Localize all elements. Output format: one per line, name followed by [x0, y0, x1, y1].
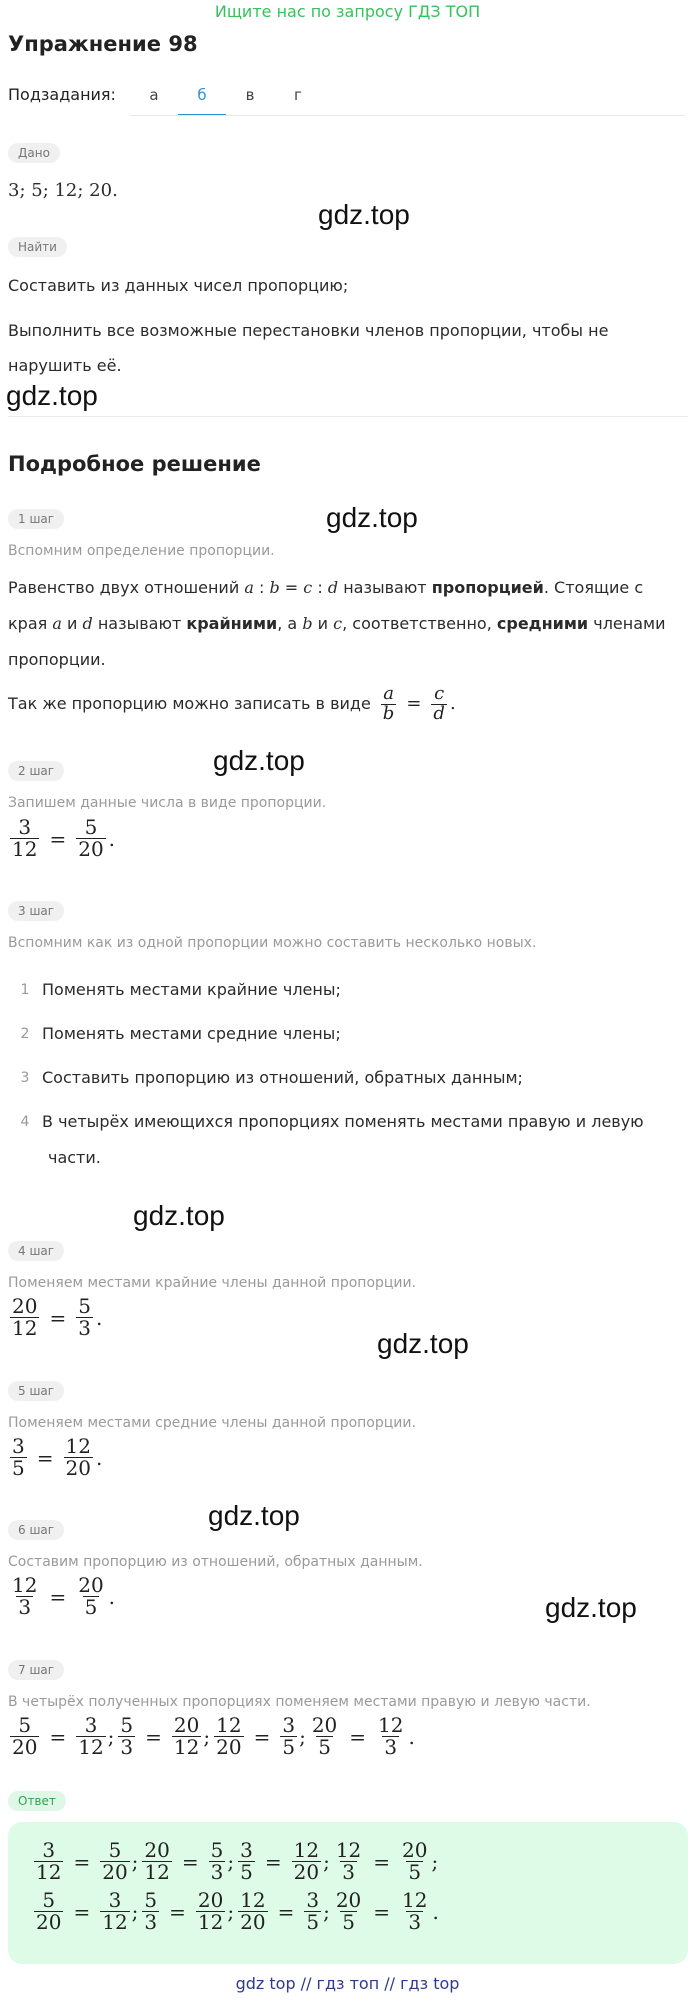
section-divider	[8, 416, 688, 417]
step-7-badge: 7 шаг	[8, 1660, 64, 1680]
step-1-badge: 1 шаг	[8, 509, 64, 529]
find-badge: Найти	[8, 237, 67, 257]
step-3-list	[8, 972, 688, 1176]
watermark: gdz.top	[213, 745, 305, 776]
step-6-proportion: $\frac{12}{3}$ = $\frac{20}{5}$ .	[12, 1573, 116, 1619]
watermark: gdz.top	[133, 1200, 225, 1231]
find-line-3: нарушить её.	[8, 356, 122, 375]
page-title: Упражнение 98	[8, 32, 198, 56]
step-5-intro: Поменяем местами средние члены данной пропорции.	[8, 1415, 416, 1431]
list-item: 1 Поменять местами крайние члены;	[20, 980, 341, 999]
watermark: gdz.top	[326, 502, 418, 533]
list-item-continuation: части.	[48, 1148, 101, 1167]
step-7-intro: В четырёх полученных пропорциях поменяем местами правую и левую части.	[8, 1694, 591, 1710]
given-badge: Дано	[8, 143, 60, 163]
answer-badge: Ответ	[8, 1791, 66, 1811]
answer-line-2: $\frac{5}{20}$ = $\frac{3}{12}$ ; $\frac{5}{3}$ = $\frac{20}{12}$ ; $\frac{12}{20}$ = $\frac{3}{5}$ ; $\frac{20}{5}$ = $\frac{12}{3}$ .	[36, 1888, 439, 1934]
promo-banner[interactable]: Ищите нас по запросу ГДЗ ТОП	[214, 2, 481, 21]
list-item: 4 В четырёх имеющихся пропорциях поменять местами правую и левую	[20, 1112, 644, 1131]
tab-b[interactable]: б	[178, 80, 226, 116]
list-item: 3 Составить пропорцию из отношений, обратных данным;	[20, 1068, 523, 1087]
tab-a[interactable]: а	[149, 86, 159, 104]
watermark: gdz.top	[545, 1592, 637, 1623]
step-1-intro: Вспомним определение пропорции.	[8, 543, 275, 559]
step-1-line-4: Так же пропорцию можно записать в виде $\frac{a}{b}$ = $\frac{c}{d}$ .	[8, 683, 456, 724]
step-6-badge: 6 шаг	[8, 1520, 64, 1540]
find-line-2: Выполнить все возможные перестановки членов пропорции, чтобы не	[8, 321, 609, 340]
proportion-formula: $\frac{a}{b}$ = $\frac{c}{d}$ .	[382, 683, 456, 724]
step-3-badge: 3 шаг	[8, 901, 64, 921]
tab-g[interactable]: г	[294, 86, 302, 104]
step-2-intro: Запишем данные числа в виде пропорции.	[8, 795, 327, 811]
subtasks-label: Подзадания:	[8, 85, 116, 104]
step-2-proportion: $\frac{3}{12}$ = $\frac{5}{20}$ .	[12, 815, 116, 861]
tab-v[interactable]: в	[245, 86, 255, 104]
solution-title: Подробное решение	[8, 452, 261, 476]
watermark: gdz.top	[318, 199, 410, 230]
footer-links[interactable]: gdz top // гдз топ // гдз top	[235, 1974, 460, 1993]
step-5-badge: 5 шаг	[8, 1381, 64, 1401]
step-3-intro: Вспомним как из одной пропорции можно составить несколько новых.	[8, 935, 537, 951]
step-4-proportion: $\frac{20}{12}$ = $\frac{5}{3}$ .	[12, 1294, 103, 1340]
step-1-line-2: края a и d называют крайними, а b и c, соответственно, средними членами	[8, 614, 666, 633]
answer-line-1: $\frac{3}{12}$ = $\frac{5}{20}$ ; $\frac{20}{12}$ = $\frac{5}{3}$ ; $\frac{3}{5}$ = $\frac{12}{20}$ ; $\frac{12}{3}$ = $\frac{20}{5}$ ;	[36, 1838, 439, 1884]
step-4-badge: 4 шаг	[8, 1241, 64, 1261]
step-4-intro: Поменяем местами крайние члены данной пропорции.	[8, 1275, 417, 1291]
watermark: gdz.top	[6, 380, 98, 411]
list-item: 2 Поменять местами средние члены;	[20, 1024, 341, 1043]
watermark: gdz.top	[208, 1500, 300, 1531]
subtask-tabs	[130, 80, 322, 116]
step-7-proportions: $\frac{5}{20}$ = $\frac{3}{12}$ ; $\frac{5}{3}$ = $\frac{20}{12}$ ; $\frac{12}{20}$ = $\frac{3}{5}$ ; $\frac{20}{5}$ = $\frac{12}{3}$ .	[12, 1713, 415, 1759]
step-2-badge: 2 шаг	[8, 761, 64, 781]
watermark: gdz.top	[377, 1328, 469, 1359]
tabs-divider	[130, 115, 685, 116]
step-6-intro: Составим пропорцию из отношений, обратных данным.	[8, 1554, 423, 1570]
step-1-line-3: пропорции.	[8, 650, 106, 669]
step-5-proportion: $\frac{3}{5}$ = $\frac{12}{20}$ .	[12, 1434, 103, 1480]
find-line-1: Составить из данных чисел пропорцию;	[8, 276, 349, 295]
step-1-line-1: Равенство двух отношений a : b = c : d называют пропорцией. Стоящие с	[8, 578, 644, 597]
given-numbers: 3; 5; 12; 20.	[8, 180, 118, 201]
